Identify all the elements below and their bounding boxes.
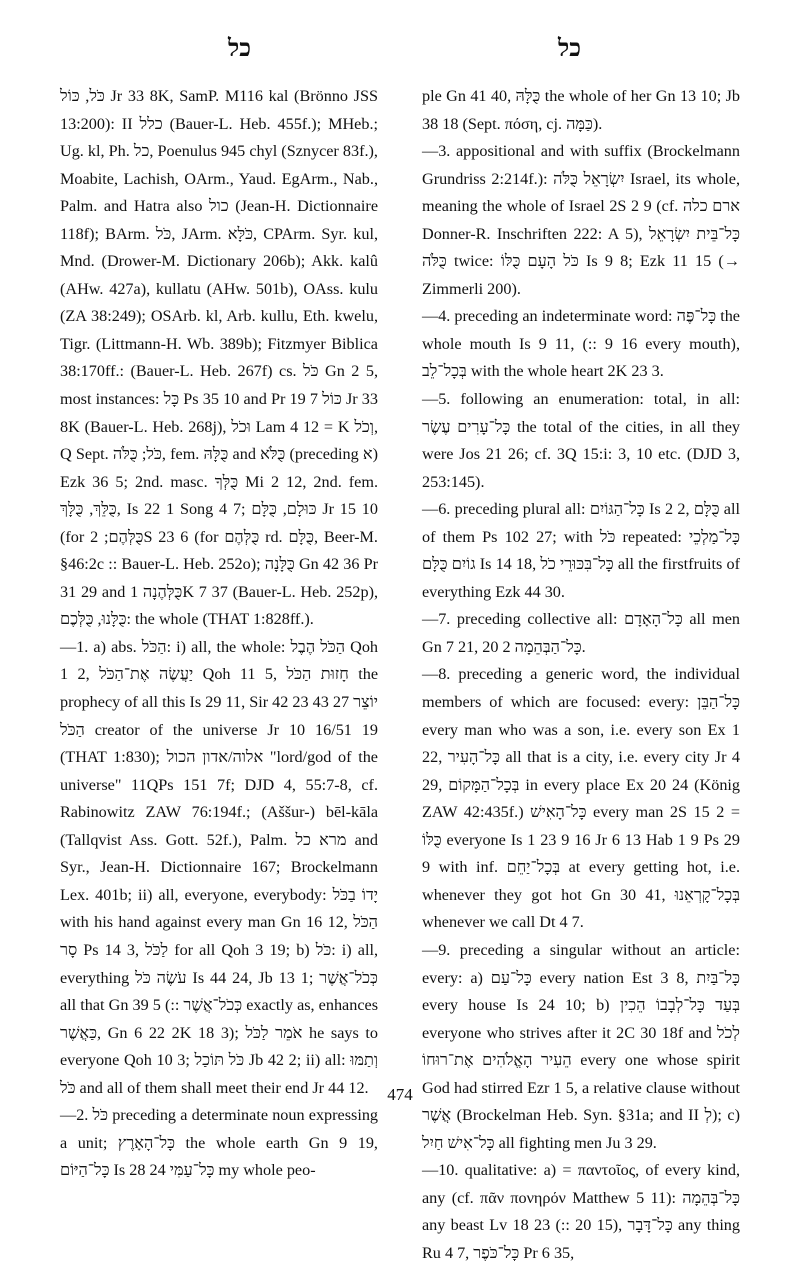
sense-10-paragraph: —10. qualitative: a) = παντοῖος, of every kind, any (cf. πᾶν πονηρόν Matthew 5 11): כָּל־בְּהֵמָה any beast Lv 18 23 (:: 20 15), כָּל־דָּבָר any thing Ru 4 7, כָּל־כֹּפֶר Pr 6 35, — [422, 1161, 740, 1262]
sense-2-paragraph: —2. כֹּל preceding a determinate noun expressing a unit; כָּל־הָאָרֶץ the whole earth Gn 9 19, כָּל־הַיּוֹם Is 28 24 כָּל־עַמִּי my whole peo- — [60, 1106, 379, 1180]
sense-1-paragraph: —1. a) abs. הַכֹּל: i) all, the whole: הַכֹּל הֶבֶל Qoh 1 2, יַעֲשֶׂה אֶת־הַכֹּל Qoh 11 5, חָזוּת הַכֹּל the prophecy of all this Is 29 11, Sir 42 23 43 27 יוֹצֵר הַכֹּל creator of the universe Jr 10 16/51 19 (THAT 1:830); אלוה/אדון הכול "lord/god of the universe" 11QPs 151 7f; DJD 4, 55:7-8, cf. Rabinowitz ZAW 76:194f.; (Aššur-) bēl-kāla (Tallqvist Ass. Gott. 52f.), Palm. מרא כל and Syr., Jean-H. Dictionnaire 167; Brockelmann Lex. 401b; ii) all, everyone, everybody: יָדוֹ בַכֹּל with his hand against every man Gn 16 12, הַכֹּל סָר Ps 14 3, לַכֹּל for all Qoh 3 19; b) כֹּל: i) all, everything עֹשֶׂה כֹּל Is 44 24, Jb 13 1; כְּכֹל־אֲשֶׁר all that Gn 39 5 (:: כְּכֹל־אֲשֶׁר exactly as, enhances כַּאֲשֶׁר, Gn 6 22 2K 18 3); אֹמֵר לַכֹּל he says to everyone Qoh 10 3; כֹּל תּוֹכַל Jb 42 2; ii) all: וְתַמּוּ כֹּל and all of them shall meet their end Jr 44 12. — [60, 637, 379, 1097]
sense-8-paragraph: —8. preceding a generic word, the individual members of which are focused: every: כָּל־הַבֵּן every man who was a son, i.e. every son Ex 1 22, כָּל־הָעִיר all that is a city, i.e. every city Jr 4 29, בְּכָל־הַמָּקוֹם in every place Ex 20 24 (König ZAW 42:435f.) כָּל־הָאִישׁ every man 2S 15 2 = כֻּלּוֹ everyone Is 1 23 9 16 Jr 6 13 Hab 1 9 Ps 29 9 with inf. בְּכָל־יַחֵם at every getting hot, i.e. whenever they got hot Gn 30 41, בְּכָל־קָרְאֵנוּ whenever we call Dt 4 7. — [422, 665, 741, 932]
sense-3-paragraph: —3. appositional and with suffix (Brockelmann Grundriss 2:214f.): יִשְׂרָאֵל כֻּלֹּה Israel, its whole, meaning the whole of Israel 2S 2 9 (cf. ארם כלה Donner-R. Inschriften 222: A 5), כָּל־בֵּית יִשְׂרָאֵל כֻּלֹּה twice: כֹּל הָעָם כֻּלּוֹ Is 9 8; Ezk 11 15 (→ Zimmerli 200). — [422, 142, 740, 298]
sense-4-paragraph: —4. preceding an indeterminate word: כָּל־פֶּה the whole mouth Is 9 11, (:: 9 16 every mouth), בְּכָל־לֵב with the whole heart 2K 23 3. — [422, 307, 740, 381]
sense-9-paragraph: —9. preceding a singular without an article: every: a) כָּל־עַם every nation Est 3 8, כָּל־בַּיִת every house Is 24 10; b) בְּעַד כָּל־לְבָבוֹ הֵכִין everyone who strives after it 2C 30 18f and לְכֹל הֵעִיר הָאֱלֹהִים אֶת־רוּחוֹ every one whose spirit God had stirred Ezr 1 5, a relative clause without אֲשֶׁר (Brockelman Heb. Syn. §31a; and II לְ); c) כָּל־אִישׁ חַיִל all fighting men Ju 3 29. — [422, 940, 741, 1152]
sense-5-paragraph: —5. following an enumeration: total, in all: כָּל־עָרִים עֶשֶׂר the total of the cities, in all they were Jos 21 26; cf. 3Q 15:i: 3, 10 etc. (DJD 3, 253:145). — [422, 390, 740, 491]
sense-6-paragraph: —6. preceding plural all: כָּל־הַגּוֹיִם Is 2 2, כֻּלָּם all of them Ps 102 27; with כֹּל repeated: כָּל־מַלְכֵי גוֹיִם כֻּלָּם Is 14 18, כָּל־בִּכּוּרֵי כֹל all the firstfruits of everything Ezk 44 30. — [422, 500, 741, 601]
left-column — [60, 83, 378, 1185]
entry-paragraph: כֹּל, כּוֹל Jr 33 8K, SamP. M116 kal (Brönno JSS 13:200): II כלל (Bauer-L. Heb. 455f.); MHeb.; Ug. kl, Ph. כל, Poenulus 945 chyl (Sznycer 83f.), Moabite, Lachish, OArm., Yaud. EgArm., Nab., Palm. and Hatra also כול (Jean-H. Dictionnaire 118f); BArm. כֹּל, JArm. כֹּלָּא, CPArm. Syr. kul, Mnd. (Drower-M. Dictionary 206b); Akk. kalû (AHw. 427a), kullatu (AHw. 501b), OAss. kulu (ZA 38:249); OSArb. kl, Arb. kullu, Eth. kwelu, Tigr. (Littmann-H. Wb. 389b); Fitzmyer Biblica 38:170ff.: (Bauer-L. Heb. 267f) cs. כֹּל Gn 2 5, most instances: כָּל Ps 35 10 and Pr 19 7 כּוֹל Jr 33 8K (Bauer-L. Heb. 268j), וּכֹל Lam 4 12 = K וְכֹל, Q Sept. כֹּל; כֻּלֹּה, fem. כֻּלָּהּ and כֻּלֹּא (preceding א) Ezk 36 5; 2nd. masc. כֻּלְּךָ Mi 2 12, 2nd. fem. כֻּלֵּךְ, כֻּלָּךְ, Is 22 1 Song 4 7; כּוּלָם, כֻּלָּם Jr 15 10 (for כֻּלְּהֶם; 2S 23 6 (for כֻּלְּהֶם rd. כֻּלָּם, Beer-M. §46:2c :: Bauer-L. Heb. 252o); כֻּלָּנָה Gn 42 36 Pr 31 29 and כֻּלְּהֶנָה 1K 7 37 (Bauer-L. Heb. 252p), כֻּלָּנוּ, כֻּלְּכֶם: the whole (THAT 1:828ff.). — [60, 87, 379, 629]
running-header — [0, 36, 800, 66]
sense-7-paragraph: —7. preceding collective all: כָּל־הָאָדָם all men Gn 7 21, כָּל־הַבְּהֵמָה 2 20. — [422, 610, 740, 656]
running-head-left: כל — [228, 36, 251, 62]
page-number: 474 — [387, 1085, 413, 1104]
sense-2-continued-paragraph: ple Gn 41 40, כֻּלָּהּ the whole of her Gn 13 10; Jb 38 18 (Sept. πόση, cj. כַּמָּה). — [422, 87, 740, 133]
running-head-right: כל — [558, 36, 581, 62]
